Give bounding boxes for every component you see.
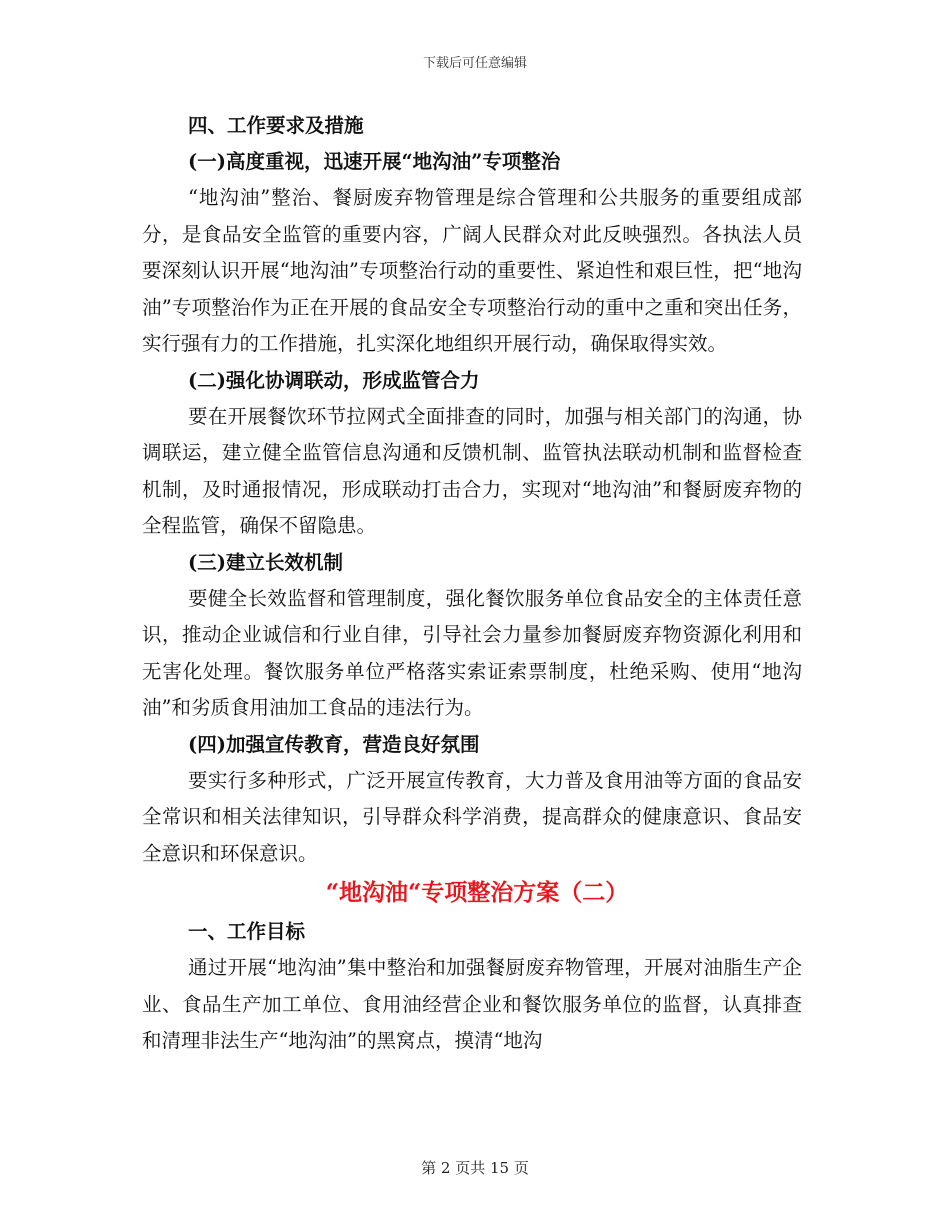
- subsection-heading-4: (四)加强宣传教育，营造良好氛围: [188, 732, 480, 756]
- subsection-heading-3: (三)建立长效机制: [188, 550, 343, 574]
- plan-title-2: “地沟油“专项整治方案（二）: [325, 879, 629, 906]
- paragraph-5: 通过开展“地沟油”集中整治和加强餐厨废弃物管理，开展对油脂生产企业、食品生产加工单位、食用油经营企业和餐饮服务单位的监督，认真排查和清理非法生产“地沟油”的黑窝点，摸清“地沟: [142, 956, 802, 1052]
- section-heading-goals: 一、工作目标: [188, 920, 306, 943]
- subsection-heading-2: (二)强化协调联动，形成监管合力: [188, 368, 480, 392]
- paragraph-2: 要在开展餐饮环节拉网式全面排查的同时，加强与相关部门的沟通，协调联运，建立健全监管信息沟通和反馈机制、监管执法联动机制和监督检查机制，及时通报情况，形成联动打击合力，实现对“地沟油”和餐厨废弃物的全程监管，确保不留隐患。: [142, 404, 802, 537]
- section-heading-requirements: 四、工作要求及措施: [188, 114, 364, 137]
- subsection-heading-1: (一)高度重视，迅速开展“地沟油”专项整治: [188, 150, 561, 173]
- paragraph-4: 要实行多种形式，广泛开展宣传教育，大力普及食用油等方面的食品安全常识和相关法律知识，引导群众科学消费，提高群众的健康意识、食品安全意识和环保意识。: [142, 768, 802, 865]
- document-body: [142, 108, 802, 1060]
- page-footer: 第 2 页共 15 页: [421, 1159, 529, 1177]
- paragraph-3: 要健全长效监督和管理制度，强化餐饮服务单位食品安全的主体责任意识，推动企业诚信和行业自律，引导社会力量参加餐厨废弃物资源化利用和无害化处理。餐饮服务单位严格落实索证索票制度，杜绝采购、使用“地沟油”和劣质食用油加工食品的违法行为。: [142, 586, 802, 719]
- page-header: 下载后可任意编辑: [422, 56, 527, 71]
- paragraph-1: “地沟油”整治、餐厨废弃物管理是综合管理和公共服务的重要组成部分，是食品安全监管的重要内容，广阔人民群众对此反映强烈。各执法人员要深刻认识开展“地沟油”专项整治行动的重要性、紧迫性和艰巨性，把“地沟油”专项整治作为正在开展的食品安全专项整治行动的重中之重和突出任务，实行强有力的工作措施，扎实深化地组织开展行动，确保取得实效。: [142, 186, 802, 355]
